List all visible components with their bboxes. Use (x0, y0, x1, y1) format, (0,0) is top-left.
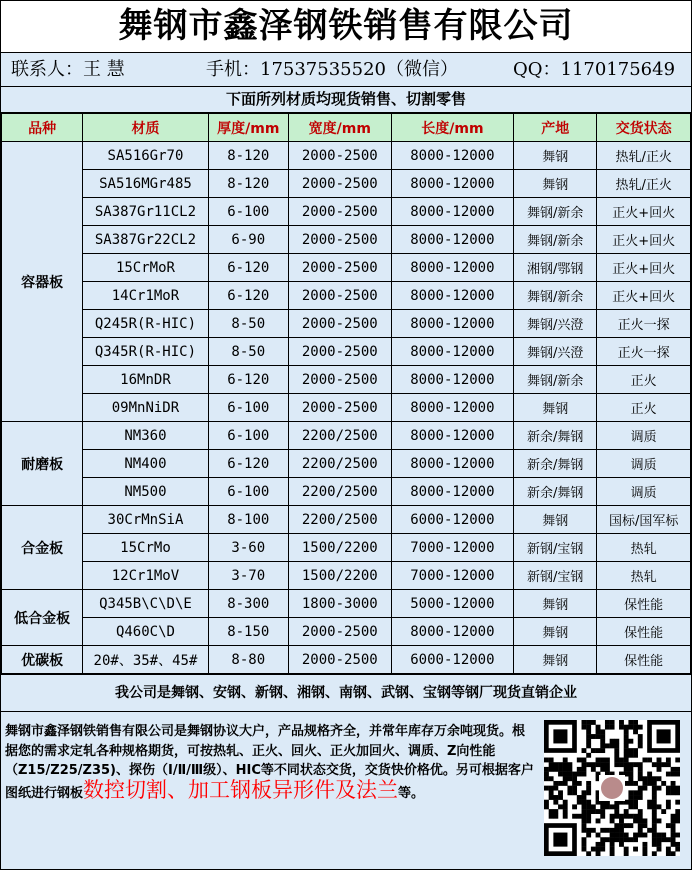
table-cell: 30CrMnSiA (83, 506, 208, 534)
table-cell: 湘钢/鄂钢 (514, 254, 597, 282)
table-cell: 热轧/正火 (597, 170, 691, 198)
table-cell: 保性能 (597, 590, 691, 618)
table-cell: 8-120 (208, 170, 288, 198)
table-row (2, 450, 691, 478)
table-cell: 保性能 (597, 618, 691, 646)
category-cell: 优碳板 (2, 646, 83, 674)
table-row (2, 506, 691, 534)
table-row (2, 310, 691, 338)
table-cell: Q345B\C\D\E (83, 590, 208, 618)
table-cell: 2000-2500 (288, 646, 391, 674)
table-cell: Q245R(R-HIC) (83, 310, 208, 338)
table-cell: 舞钢/新余 (514, 282, 597, 310)
table-cell: 8000-12000 (391, 338, 513, 366)
table-cell: 3-70 (208, 562, 288, 590)
table-cell: 8000-12000 (391, 310, 513, 338)
table-cell: 8000-12000 (391, 142, 513, 170)
table-row (2, 338, 691, 366)
table-cell: 新余/舞钢 (514, 450, 597, 478)
table-cell: 正火一探 (597, 338, 691, 366)
table-cell: 1800-3000 (288, 590, 391, 618)
table-cell: 6-120 (208, 254, 288, 282)
table-cell: 舞钢 (514, 590, 597, 618)
table-cell: 2200/2500 (288, 506, 391, 534)
table-cell: 6-100 (208, 394, 288, 422)
table-cell: 20#、35#、45# (83, 646, 208, 674)
stock-subtitle: 下面所列材质均现货销售、切割零售 (1, 87, 691, 113)
table-cell: 1500/2200 (288, 534, 391, 562)
table-cell: 热轧/正火 (597, 142, 691, 170)
table-cell: 正火一探 (597, 310, 691, 338)
table-cell: 舞钢 (514, 170, 597, 198)
table-cell: 8000-12000 (391, 618, 513, 646)
category-cell: 低合金板 (2, 590, 83, 646)
table-cell: 新余/舞钢 (514, 478, 597, 506)
table-cell: 8000-12000 (391, 226, 513, 254)
table-cell: 调质 (597, 478, 691, 506)
table-cell: 新余/舞钢 (514, 422, 597, 450)
table-cell: 8-50 (208, 338, 288, 366)
table-cell: 热轧 (597, 562, 691, 590)
table-cell: 8000-12000 (391, 198, 513, 226)
table-cell: 6-120 (208, 366, 288, 394)
table-cell: 调质 (597, 450, 691, 478)
column-header: 长度/mm (391, 114, 513, 142)
table-cell: 新钢/宝钢 (514, 534, 597, 562)
table-header-row (2, 114, 691, 142)
table-row (2, 646, 691, 674)
table-cell: 正火 (597, 366, 691, 394)
table-cell: SA387Gr11CL2 (83, 198, 208, 226)
table-cell: 15CrMo (83, 534, 208, 562)
table-body (2, 142, 691, 674)
table-cell: 舞钢 (514, 394, 597, 422)
table-row (2, 142, 691, 170)
table-cell: 8-300 (208, 590, 288, 618)
table-row (2, 366, 691, 394)
description-lead: 纸进行钢板 (18, 785, 84, 801)
table-cell: 8000-12000 (391, 450, 513, 478)
table-cell: 保性能 (597, 646, 691, 674)
qr-code-graphic (544, 720, 680, 856)
category-cell: 容器板 (2, 142, 83, 422)
table-cell: 正火+回火 (597, 226, 691, 254)
table-cell: 3-60 (208, 534, 288, 562)
table-cell: NM360 (83, 422, 208, 450)
contact-person: 联系人：王 慧 (11, 59, 125, 80)
table-cell: 8-100 (208, 506, 288, 534)
table-cell: 2000-2500 (288, 142, 391, 170)
table-cell: 8000-12000 (391, 422, 513, 450)
table-cell: 6-100 (208, 478, 288, 506)
table-cell: Q460C\D (83, 618, 208, 646)
table-cell: 15CrMoR (83, 254, 208, 282)
table-cell: 8-50 (208, 310, 288, 338)
table-cell: 2000-2500 (288, 310, 391, 338)
table-cell: 2000-2500 (288, 254, 391, 282)
table-cell: 8000-12000 (391, 478, 513, 506)
table-cell: 7000-12000 (391, 562, 513, 590)
table-cell: 8-150 (208, 618, 288, 646)
table-cell: 热轧 (597, 534, 691, 562)
column-header: 产地 (514, 114, 597, 142)
table-cell: 5000-12000 (391, 590, 513, 618)
description-tail: 等。 (398, 785, 425, 801)
table-cell: 6-100 (208, 198, 288, 226)
table-cell: 2000-2500 (288, 282, 391, 310)
table-cell: 新钢/宝钢 (514, 562, 597, 590)
table-cell: 正火+回火 (597, 282, 691, 310)
qr-code-icon (544, 720, 680, 856)
description-highlight: 数控切割、加工钢板异形件及法兰 (83, 777, 399, 802)
table-cell: 舞钢 (514, 506, 597, 534)
table-cell: 舞钢 (514, 142, 597, 170)
table-cell: 6-90 (208, 226, 288, 254)
table-cell: SA387Gr22CL2 (83, 226, 208, 254)
description-area (1, 712, 691, 858)
table-cell: 14Cr1MoR (83, 282, 208, 310)
table-cell: 2000-2500 (288, 198, 391, 226)
summary-text: 我公司是舞钢、安钢、新钢、湘钢、南钢、武钢、宝钢等钢厂现货直销企业 (1, 674, 691, 712)
company-title: 舞钢市鑫泽钢铁销售有限公司 (1, 1, 691, 53)
contact-qq: QQ：1170175649 (513, 59, 676, 80)
table-row (2, 618, 691, 646)
table-cell: 6-100 (208, 422, 288, 450)
table-cell: 8000-12000 (391, 366, 513, 394)
table-cell: SA516MGr485 (83, 170, 208, 198)
table-cell: 舞钢/新余 (514, 366, 597, 394)
table-cell: 2000-2500 (288, 170, 391, 198)
table-row (2, 590, 691, 618)
table-cell: 2200/2500 (288, 450, 391, 478)
table-cell: 2200/2500 (288, 478, 391, 506)
table-row (2, 394, 691, 422)
product-table (1, 113, 691, 674)
company-description (5, 722, 535, 803)
table-row (2, 422, 691, 450)
table-row (2, 478, 691, 506)
table-cell: 16MnDR (83, 366, 208, 394)
table-row (2, 226, 691, 254)
table-cell: 正火 (597, 394, 691, 422)
table-cell: 6-120 (208, 282, 288, 310)
table-cell: 调质 (597, 422, 691, 450)
table-cell: 2000-2500 (288, 338, 391, 366)
table-cell: 6-120 (208, 450, 288, 478)
description-main: 舞钢市鑫泽钢铁销售有限公司是舞钢协议大户，产品规格齐全，并常年库存万余吨现货。根据您的需求定轧各种规格期货，可按热轧、正火、回火、正火加回火、调质、Z向性能（Z15/Z25/Z35)、探伤（Ⅰ/Ⅱ/Ⅲ级）、HIC等不同状态交货，交货快价格优。另可根据客户图 (5, 724, 534, 801)
column-header: 宽度/mm (288, 114, 391, 142)
table-cell: 6000-12000 (391, 506, 513, 534)
table-cell: 正火+回火 (597, 254, 691, 282)
table-cell: 8-80 (208, 646, 288, 674)
table-cell: 8000-12000 (391, 170, 513, 198)
table-cell: 2000-2500 (288, 226, 391, 254)
table-cell: 8-120 (208, 142, 288, 170)
contact-phone: 手机：17537535520（微信） (206, 59, 458, 80)
table-cell: 2000-2500 (288, 394, 391, 422)
category-cell: 合金板 (2, 506, 83, 590)
table-cell: 7000-12000 (391, 534, 513, 562)
column-header: 品种 (2, 114, 83, 142)
table-cell: 舞钢 (514, 646, 597, 674)
table-cell: 8000-12000 (391, 254, 513, 282)
table-row (2, 282, 691, 310)
table-row (2, 534, 691, 562)
table-cell: 1500/2200 (288, 562, 391, 590)
table-row (2, 254, 691, 282)
table-row (2, 170, 691, 198)
column-header: 材质 (83, 114, 208, 142)
table-cell: 2000-2500 (288, 366, 391, 394)
table-cell: 8000-12000 (391, 394, 513, 422)
column-header: 交货状态 (597, 114, 691, 142)
category-cell: 耐磨板 (2, 422, 83, 506)
table-cell: 舞钢/兴澄 (514, 310, 597, 338)
table-cell: NM400 (83, 450, 208, 478)
table-cell: 舞钢/新余 (514, 198, 597, 226)
table-cell: Q345R(R-HIC) (83, 338, 208, 366)
table-cell: 舞钢/兴澄 (514, 338, 597, 366)
table-cell: 8000-12000 (391, 282, 513, 310)
contact-bar (1, 53, 691, 87)
table-cell: 舞钢/新余 (514, 226, 597, 254)
table-cell: 国标/国军标 (597, 506, 691, 534)
table-cell: NM500 (83, 478, 208, 506)
table-cell: 舞钢 (514, 618, 597, 646)
table-cell: 12Cr1MoV (83, 562, 208, 590)
table-cell: SA516Gr70 (83, 142, 208, 170)
table-cell: 2000-2500 (288, 618, 391, 646)
table-cell: 正火+回火 (597, 198, 691, 226)
table-cell: 09MnNiDR (83, 394, 208, 422)
table-cell: 6000-12000 (391, 646, 513, 674)
table-row (2, 562, 691, 590)
column-header: 厚度/mm (208, 114, 288, 142)
table-row (2, 198, 691, 226)
table-cell: 2200/2500 (288, 422, 391, 450)
